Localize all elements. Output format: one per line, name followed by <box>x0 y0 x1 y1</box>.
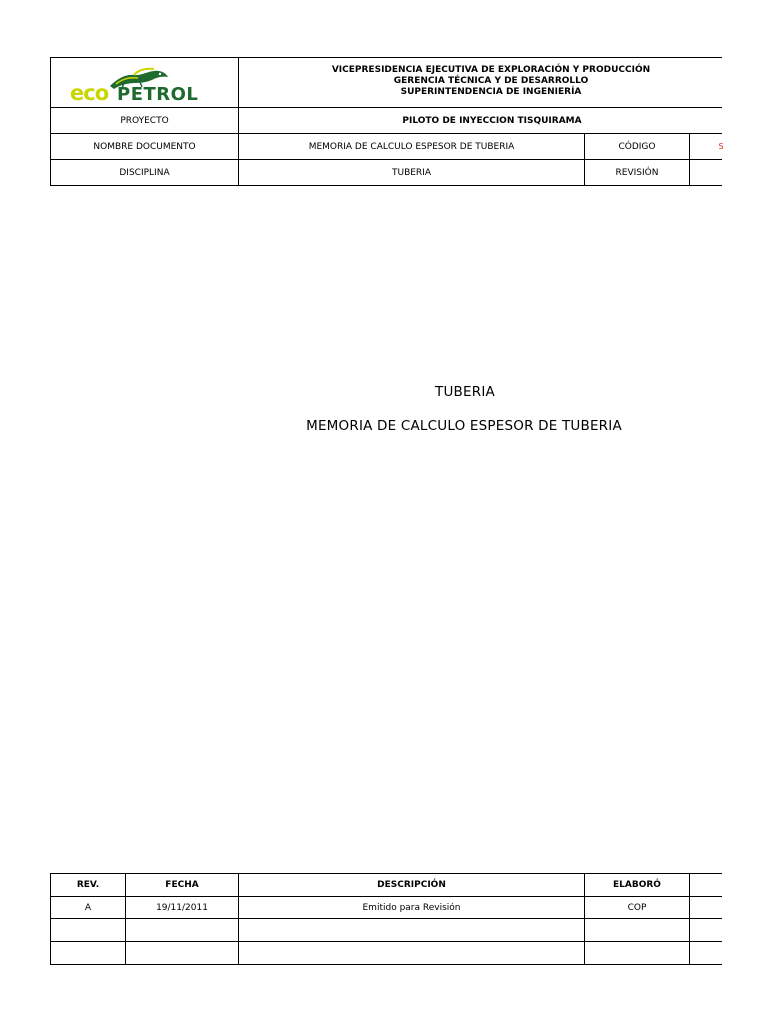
revision-label: REVISIÓN <box>615 167 659 178</box>
svg-text:eco: eco <box>70 81 109 102</box>
title-discipline: TUBERIA <box>435 384 495 400</box>
svg-text:PETROL: PETROL <box>117 84 199 102</box>
col-header-elaboro: ELABORÓ <box>613 880 661 890</box>
col-header-rev: REV. <box>76 880 100 890</box>
nombre-documento-label: NOMBRE DOCUMENTO <box>93 141 196 152</box>
ecopetrol-logo <box>70 66 220 102</box>
header-line-3: SUPERINTENDENCIA DE INGENIERÍA <box>400 87 582 97</box>
table-cell-elaboro <box>585 942 689 964</box>
codigo-label: CÓDIGO <box>618 141 656 152</box>
table-cell-descripcion <box>239 919 584 941</box>
nombre-documento-value: MEMORIA DE CALCULO ESPESOR DE TUBERIA <box>308 141 515 152</box>
disciplina-value: TUBERIA <box>391 167 431 178</box>
rule <box>689 133 690 186</box>
proyecto-value: PILOTO DE INYECCION TISQUIRAMA <box>402 115 582 126</box>
table-cell-rev: A <box>84 902 92 913</box>
rule <box>50 964 722 965</box>
title-document: MEMORIA DE CALCULO ESPESOR DE TUBERIA <box>306 418 622 434</box>
header-titles <box>240 65 742 98</box>
table-cell-fecha: 19/11/2011 <box>156 902 208 913</box>
header-line-1: VICEPRESIDENCIA EJECUTIVA DE EXPLORACIÓN Y PRODUCCIÓN <box>331 65 651 75</box>
table-cell-fecha <box>126 942 238 964</box>
table-cell-rev <box>51 942 125 964</box>
table-cell-descripcion: Emitido para Revisión <box>362 902 461 913</box>
header-line-2: GERENCIA TÉCNICA Y DE DESARROLLO <box>393 76 589 86</box>
table-cell-elaboro <box>585 919 689 941</box>
rule <box>689 873 690 965</box>
col-header-descripcion: DESCRIPCIÓN <box>377 880 446 890</box>
table-cell-rev <box>51 919 125 941</box>
disciplina-label: DISCIPLINA <box>119 167 170 178</box>
proyecto-label: PROYECTO <box>120 115 169 126</box>
table-cell-fecha <box>126 919 238 941</box>
codigo-value: S <box>718 142 724 151</box>
table-cell-elaboro: COP <box>627 902 647 913</box>
rule <box>50 57 722 58</box>
table-cell-descripcion <box>239 942 584 964</box>
rule <box>50 185 722 186</box>
col-header-fecha: FECHA <box>165 880 199 890</box>
